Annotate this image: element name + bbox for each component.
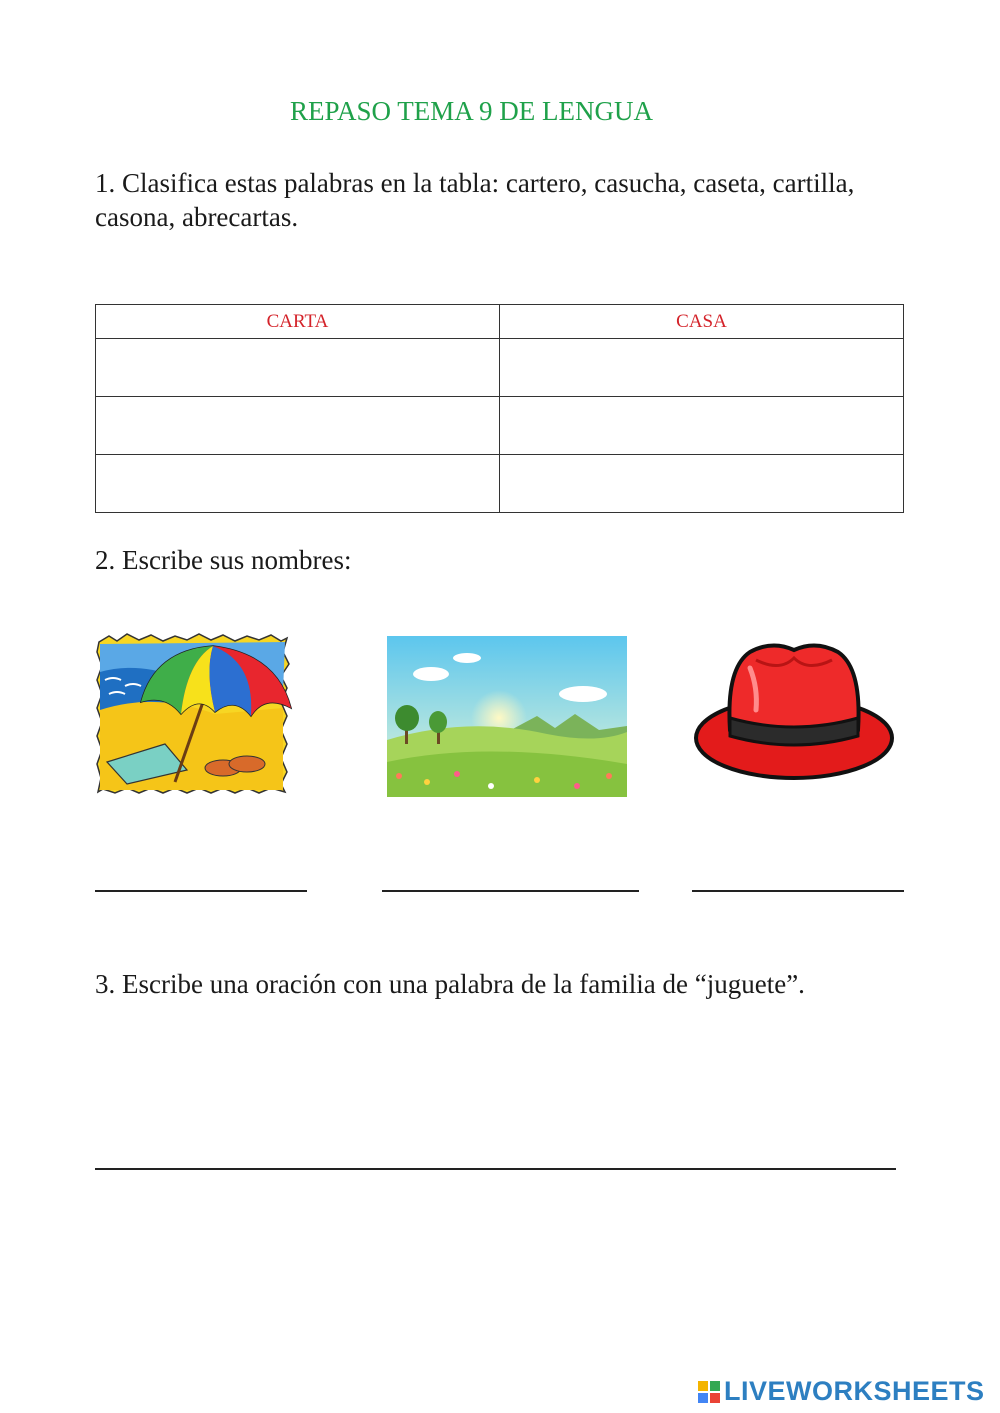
table-header-carta: CARTA xyxy=(96,305,500,339)
question-3-text: 3. Escribe una oración con una palabra de la familia de “juguete”. xyxy=(95,969,805,999)
table-cell-casa[interactable] xyxy=(500,397,904,455)
red-hat-image xyxy=(690,638,896,784)
beach-umbrella-image xyxy=(95,632,293,796)
table-header-row xyxy=(96,305,904,339)
table-row xyxy=(96,397,904,455)
answer-line-2[interactable] xyxy=(382,890,639,892)
table-row xyxy=(96,339,904,397)
answer-line-3[interactable] xyxy=(692,890,904,892)
answer-line-1[interactable] xyxy=(95,890,307,892)
brand-blocks-icon xyxy=(698,1381,720,1403)
meadow-landscape-image xyxy=(387,636,627,797)
table-row xyxy=(96,455,904,513)
sentence-answer-line[interactable] xyxy=(95,1168,896,1170)
question-1-text: 1. Clasifica estas palabras en la tabla: cartero, casucha, caseta, cartilla, casona, abrecartas. xyxy=(95,168,855,232)
classification-table xyxy=(95,304,904,513)
table-cell-carta[interactable] xyxy=(96,397,500,455)
liveworksheets-logo xyxy=(698,1376,985,1407)
brand-text: LIVEWORKSHEETS xyxy=(724,1376,985,1406)
worksheet-title: REPASO TEMA 9 DE LENGUA xyxy=(289,96,654,126)
question-2-text: 2. Escribe sus nombres: xyxy=(95,545,352,575)
table-cell-casa[interactable] xyxy=(500,455,904,513)
table-cell-casa[interactable] xyxy=(500,339,904,397)
table-cell-carta[interactable] xyxy=(96,339,500,397)
table-cell-carta[interactable] xyxy=(96,455,500,513)
table-header-casa: CASA xyxy=(500,305,904,339)
